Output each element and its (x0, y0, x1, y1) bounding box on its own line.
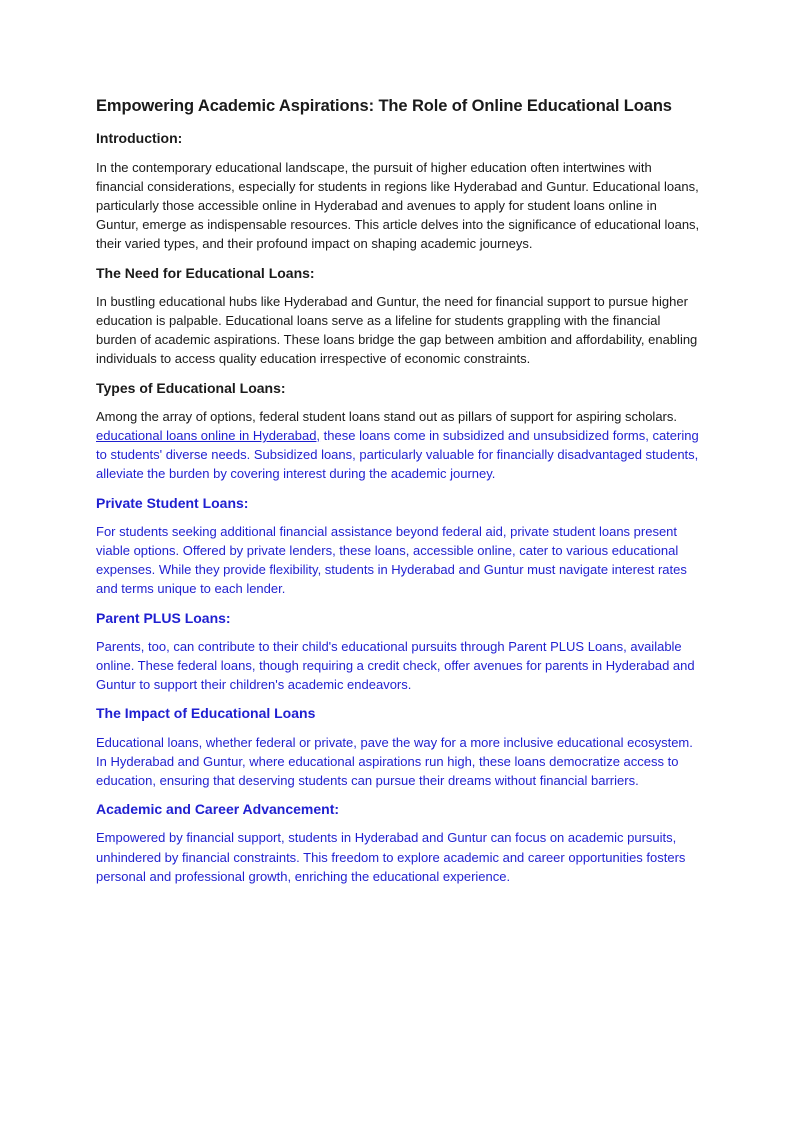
types-text-intro: Among the array of options, federal student loans stand out as pillars of support for aspiring scholars. (96, 408, 677, 424)
parent-heading: Parent PLUS Loans: (96, 609, 231, 626)
hyderabad-loans-link[interactable]: educational loans online in Hyderabad, (96, 428, 321, 444)
need-paragraph: In bustling educational hubs like Hyderabad and Guntur, the need for financial support to pursue higher education is palpable. Educational loans serve as a lifeline for students grappling with the financial burden of academic aspirations. These loans bridge the gap between ambition and affordability, enabling individuals to access quality education irrespective of economic constraints. (96, 293, 698, 367)
need-heading: The Need for Educational Loans: (96, 264, 315, 281)
impact-paragraph: Educational loans, whether federal or private, pave the way for a more inclusive educational ecosystem. In Hyderabad and Guntur, where educational aspirations run high, these loans democratize access to education, ensuring that deserving students can pursue their dreams without financial barriers. (96, 734, 693, 789)
private-heading: Private Student Loans: (96, 494, 249, 511)
types-text-continued: these loans come in subsidized and unsubsidized forms, catering to students' diverse needs. Subsidized loans, particularly valuable for financially disadvantaged students, alleviate the burden by covering interest during the academic journey. (96, 428, 699, 482)
document-title: Empowering Academic Aspirations: The Role of Online Educational Loans (96, 97, 672, 115)
impact-heading: The Impact of Educational Loans (96, 705, 316, 722)
career-paragraph: Empowered by financial support, students in Hyderabad and Guntur can focus on academic pursuits, unhindered by financial constraints. This freedom to explore academic and career opportunities fosters personal and professional growth, enriching the educational experience. (96, 830, 686, 884)
types-heading: Types of Educational Loans: (96, 379, 286, 396)
document-body (96, 96, 700, 896)
intro-heading: Introduction: (96, 130, 183, 147)
private-paragraph: For students seeking additional financial assistance beyond federal aid, private student loans present viable options. Offered by private lenders, these loans, accessible online, cater to various educational expenses. While they provide flexibility, students in Hyderabad and Guntur must navigate interest rates and terms unique to each lender. (96, 523, 687, 597)
parent-paragraph: Parents, too, can contribute to their child's educational pursuits through Parent PLUS Loans, available online. These federal loans, though requiring a credit check, offer avenues for parents in Hyderabad and Guntur to support their children's academic endeavors. (96, 638, 695, 693)
types-paragraph (96, 407, 700, 484)
intro-paragraph: In the contemporary educational landscape, the pursuit of higher education often intertwines with financial considerations, especially for students in regions like Hyderabad and Guntur. Educational loans, particularly those accessible online in Hyderabad and avenues to apply for student loans online in Guntur, emerge as indispensable resources. This article delves into the significance of educational loans, their varied types, and their profound impact on shaping academic journeys. (96, 159, 700, 252)
career-heading: Academic and Career Advancement: (96, 801, 340, 818)
